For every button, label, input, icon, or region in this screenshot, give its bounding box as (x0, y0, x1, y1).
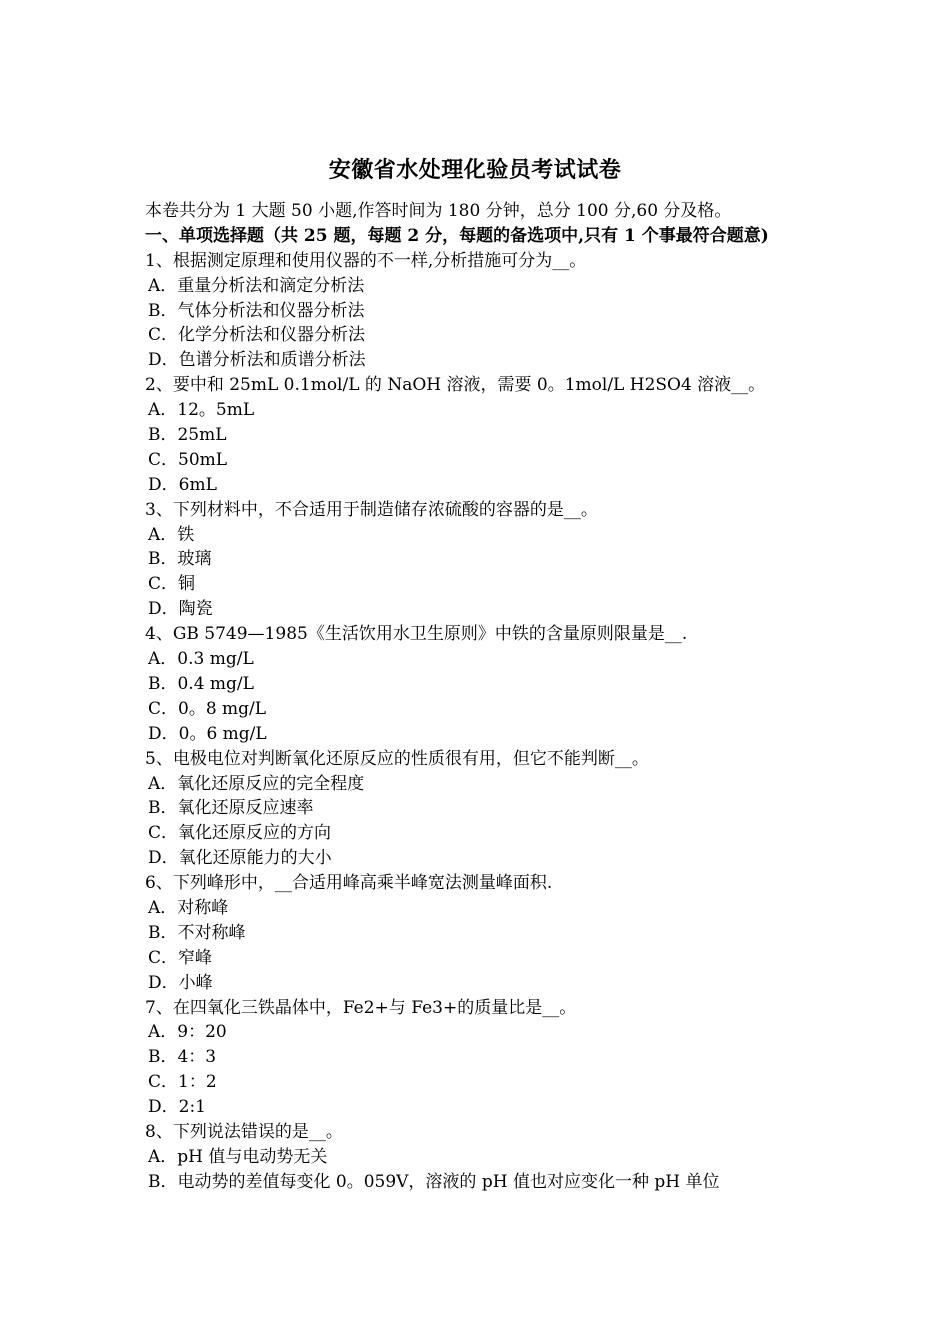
exam-body (145, 199, 815, 1195)
question-stem: 4、GB 5749—1985《生活饮用水卫生原则》中铁的含量原则限量是__. (145, 624, 688, 645)
option-c: C．氧化还原反应的方向 (148, 823, 332, 844)
option-d: D．小峰 (148, 972, 213, 993)
exam-intro: 本卷共分为 1 大题 50 小题,作答时间为 180 分钟，总分 100 分,60 分及格。 (145, 201, 732, 221)
option-b: B．4：3 (148, 1047, 217, 1068)
question-6 (145, 871, 815, 995)
option-c: C．50mL (148, 449, 228, 470)
option-a: A．重量分析法和滴定分析法 (148, 275, 365, 296)
question-8 (145, 1120, 815, 1195)
option-d: D．0。6 mg/L (148, 723, 267, 744)
question-2 (145, 373, 815, 497)
option-c: C．0。8 mg/L (148, 698, 267, 719)
option-a: A．0.3 mg/L (148, 649, 254, 670)
option-d: D．6mL (148, 474, 217, 495)
option-a: A．对称峰 (148, 897, 229, 918)
page-title: 安徽省水处理化验员考试试卷 (328, 157, 622, 183)
option-a: A．氧化还原反应的完全程度 (148, 773, 365, 794)
question-stem: 1、根据测定原理和使用仪器的不一样,分析措施可分为__。 (145, 250, 587, 271)
option-a: A．pH 值与电动势无关 (148, 1146, 328, 1167)
question-5 (145, 747, 815, 871)
option-c: C．化学分析法和仪器分析法 (148, 325, 366, 346)
option-b: B．0.4 mg/L (148, 673, 254, 694)
question-stem: 5、电极电位对判断氧化还原反应的性质很有用，但它不能判断__。 (145, 748, 649, 769)
option-c: C．1：2 (148, 1072, 217, 1093)
option-d: D．氧化还原能力的大小 (148, 848, 332, 869)
option-d: D．陶瓷 (148, 599, 213, 620)
option-c: C．窄峰 (148, 947, 213, 968)
option-d: D．色谱分析法和质谱分析法 (148, 350, 366, 371)
option-b: B．氧化还原反应速率 (148, 798, 314, 819)
option-a: A．9：20 (148, 1022, 227, 1043)
question-stem: 6、下列峰形中，__合适用峰高乘半峰宽法测量峰面积. (145, 873, 553, 894)
option-b: B．电动势的差值每变化 0。059V，溶液的 pH 值也对应变化一种 pH 单位 (148, 1171, 720, 1192)
section-heading: 一、单项选择题（共 25 题，每题 2 分，每题的备选项中,只有 1 个事最符合题意) (145, 225, 769, 246)
option-b: B．玻璃 (148, 549, 212, 570)
option-b: B．25mL (148, 425, 227, 446)
question-1 (145, 249, 815, 373)
option-a: A．12。5mL (148, 400, 255, 421)
question-stem: 2、要中和 25mL 0.1mol/L 的 NaOH 溶液，需要 0。1mol/L H2SO4 溶液__。 (145, 375, 766, 396)
question-stem: 7、在四氧化三铁晶体中，Fe2+与 Fe3+的质量比是__。 (145, 997, 577, 1018)
option-a: A．铁 (148, 524, 195, 545)
option-b: B．气体分析法和仪器分析法 (148, 300, 365, 321)
question-3 (145, 498, 815, 622)
question-4 (145, 622, 815, 746)
option-b: B．不对称峰 (148, 922, 246, 943)
option-d: D．2:1 (148, 1097, 206, 1118)
option-c: C．铜 (148, 574, 196, 595)
question-stem: 8、下列说法错误的是__。 (145, 1121, 343, 1142)
question-stem: 3、下列材料中，不合适用于制造储存浓硫酸的容器的是__。 (145, 499, 598, 520)
question-7 (145, 996, 815, 1120)
